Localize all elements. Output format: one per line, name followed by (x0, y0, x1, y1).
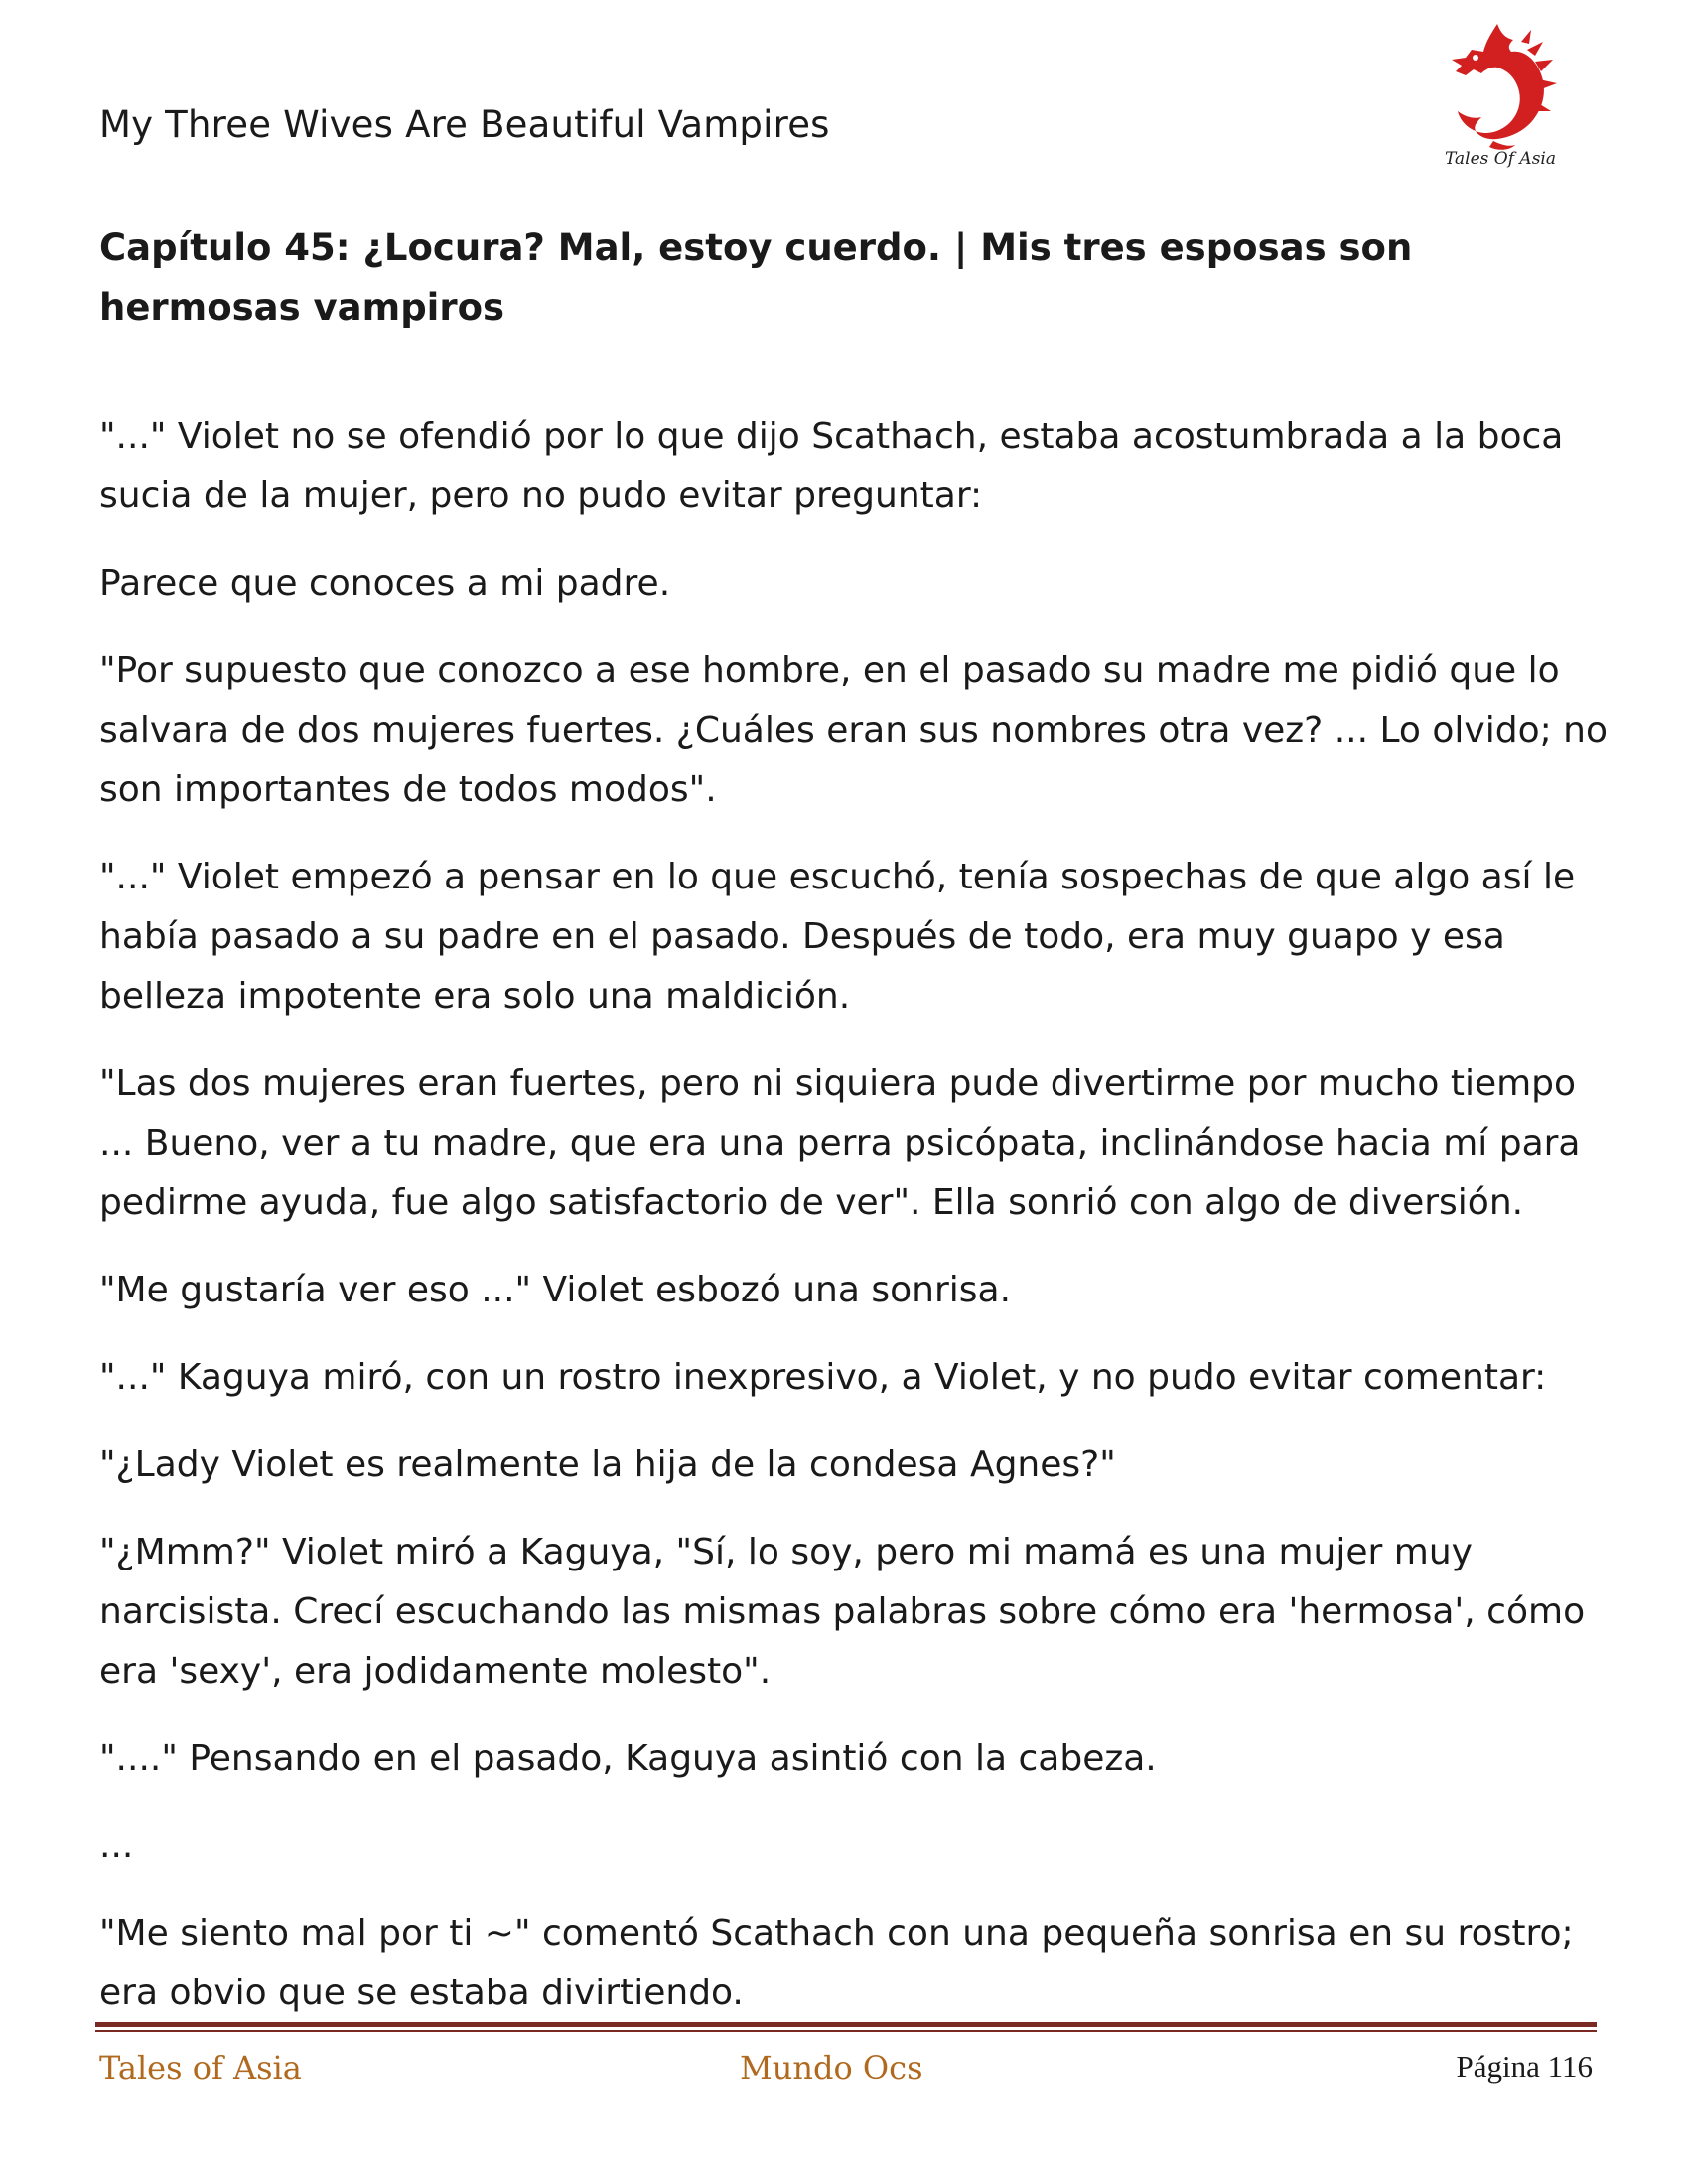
paragraph: "Me siento mal por ti ~" comentó Scathach con una pequeña sonrisa en su rostro; era obvio que se estaba divirtiendo. (99, 1913, 1574, 2013)
footer-rule (95, 2022, 1597, 2027)
tales-of-asia-logo (1436, 20, 1565, 181)
paragraph: Parece que conoces a mi padre. (99, 563, 671, 604)
paragraph: "..." Violet empezó a pensar en lo que escuchó, tenía sospechas de que algo así le había pasado a su padre en el pasado. Después de todo, era muy guapo y esa belleza impotente era solo una maldición. (99, 857, 1576, 1017)
footer-rule-thin (95, 2030, 1597, 2032)
paragraph: "..." Kaguya miró, con un rostro inexpresivo, a Violet, y no pudo evitar comentar: (99, 1357, 1547, 1398)
logo-text: Tales Of Asia (1445, 149, 1556, 169)
footer-center-text: Mundo Ocs (740, 2049, 923, 2087)
chapter-title: Capítulo 45: ¿Locura? Mal, estoy cuerdo. | Mis tres esposas son hermosas vampiros (99, 226, 1413, 329)
paragraph: "¿Lady Violet es realmente la hija de la condesa Agnes?" (99, 1444, 1116, 1485)
paragraph: "...." Pensando en el pasado, Kaguya asintió con la cabeza. (99, 1738, 1157, 1779)
paragraph: "¿Mmm?" Violet miró a Kaguya, "Sí, lo soy, pero mi mamá es una mujer muy narcisista. Crecí escuchando las mismas palabras sobre cómo era 'hermosa', cómo era 'sexy', era jodidamente molesto". (99, 1532, 1586, 1692)
chapter-body (99, 407, 1609, 2051)
paragraph: "Las dos mujeres eran fuertes, pero ni siquiera pude divertirme por mucho tiempo ... Bueno, ver a tu madre, que era una perra psicópata, inclinándose hacia mí para pedirme ayuda, fue algo satisfactorio de ver". Ella sonrió con algo de diversión. (99, 1063, 1581, 1223)
footer-brand: Tales of Asia (99, 2049, 302, 2087)
page-number: Página 116 (1456, 2049, 1593, 2084)
paragraph: "..." Violet no se ofendió por lo que dijo Scathach, estaba acostumbrada a la boca sucia de la mujer, pero no pudo evitar preguntar: (99, 416, 1564, 516)
dragon-icon (1436, 20, 1565, 154)
scene-break: ... (99, 1826, 134, 1866)
paragraph: "Por supuesto que conozco a ese hombre, en el pasado su madre me pidió que lo salvara de dos mujeres fuertes. ¿Cuáles eran sus nombres otra vez? ... Lo olvido; no son importantes de todos modos". (99, 650, 1609, 810)
paragraph: "Me gustaría ver eso ..." Violet esbozó una sonrisa. (99, 1270, 1012, 1310)
book-title: My Three Wives Are Beautiful Vampires (99, 103, 830, 146)
